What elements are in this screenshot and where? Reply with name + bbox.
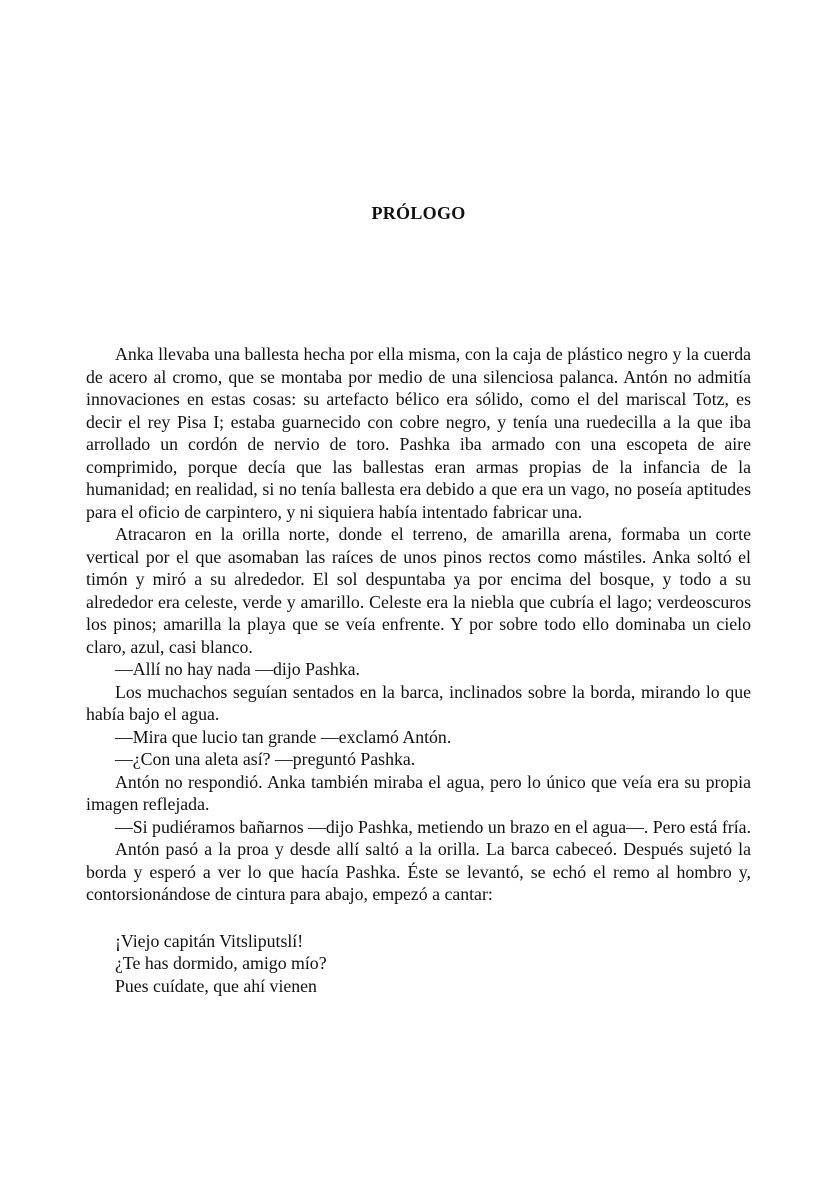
chapter-title: PRÓLOGO	[371, 203, 466, 223]
verse-line: ¡Viejo capitán Vitsliputslí!	[115, 930, 304, 951]
paragraph: Los muchachos seguían sentados en la barca, inclinados sobre la borda, mirando lo que había bajo el agua.	[86, 681, 751, 724]
verse-line: Pues cuídate, que ahí vienen	[115, 975, 317, 996]
dialogue-line: —Allí no hay nada —dijo Pashka.	[115, 659, 360, 679]
paragraph: Antón no respondió. Anka también miraba el agua, pero lo único que veía era su propia imagen reflejada.	[86, 771, 751, 814]
chapter-body	[86, 343, 751, 997]
paragraph: Atracaron en la orilla norte, donde el terreno, de amarilla arena, formaba un corte vertical por el que asomaban las raíces de unos pinos rectos como mástiles. Anka soltó el timón y miró a su alrededor. El sol despuntaba ya por encima del bosque, y todo a su alrededor era celeste, verde y amarillo. Celeste era la niebla que cubría el lago; verdeoscuros los pinos; amarilla la playa que se veía enfrente. Y por sobre todo ello dominaba un cielo claro, azul, casi blanco.	[86, 524, 751, 657]
dialogue-line: —Mira que lucio tan grande —exclamó Antón.	[115, 726, 452, 747]
verse-line: ¿Te has dormido, amigo mío?	[115, 953, 327, 973]
paragraph: Antón pasó a la proa y desde allí saltó a la orilla. La barca cabeceó. Después sujetó la borda y esperó a ver lo que hacía Pashka. Éste se levantó, se echó el remo al hombro y, contorsionándose de cintura para abajo, empezó a cantar:	[86, 839, 751, 904]
paragraph: Anka llevaba una ballesta hecha por ella misma, con la caja de plástico negro y la cuerda de acero al cromo, que se montaba por medio de una silenciosa palanca. Antón no admitía innovaciones en estas cosas: su artefacto bélico era sólido, como el del mariscal Totz, es decir el rey Pisa I; estaba guarnecido con cobre negro, y tenía una ruedecilla a la que iba arrollado un cordón de nervio de toro. Pashka iba armado con una escopeta de aire comprimido, porque decía que las ballestas eran armas propias de la infancia de la humanidad; en realidad, si no tenía ballesta era debido a que era un vago, no poseía aptitudes para el oficio de carpintero, y ni siquiera había intentado fabricar una.	[86, 344, 751, 522]
dialogue-line: —Si pudiéramos bañarnos —dijo Pashka, metiendo un brazo en el agua—. Pero está fría.	[115, 816, 752, 837]
dialogue-line: —¿Con una aleta así? —preguntó Pashka.	[115, 749, 416, 769]
song-verse	[86, 930, 751, 998]
